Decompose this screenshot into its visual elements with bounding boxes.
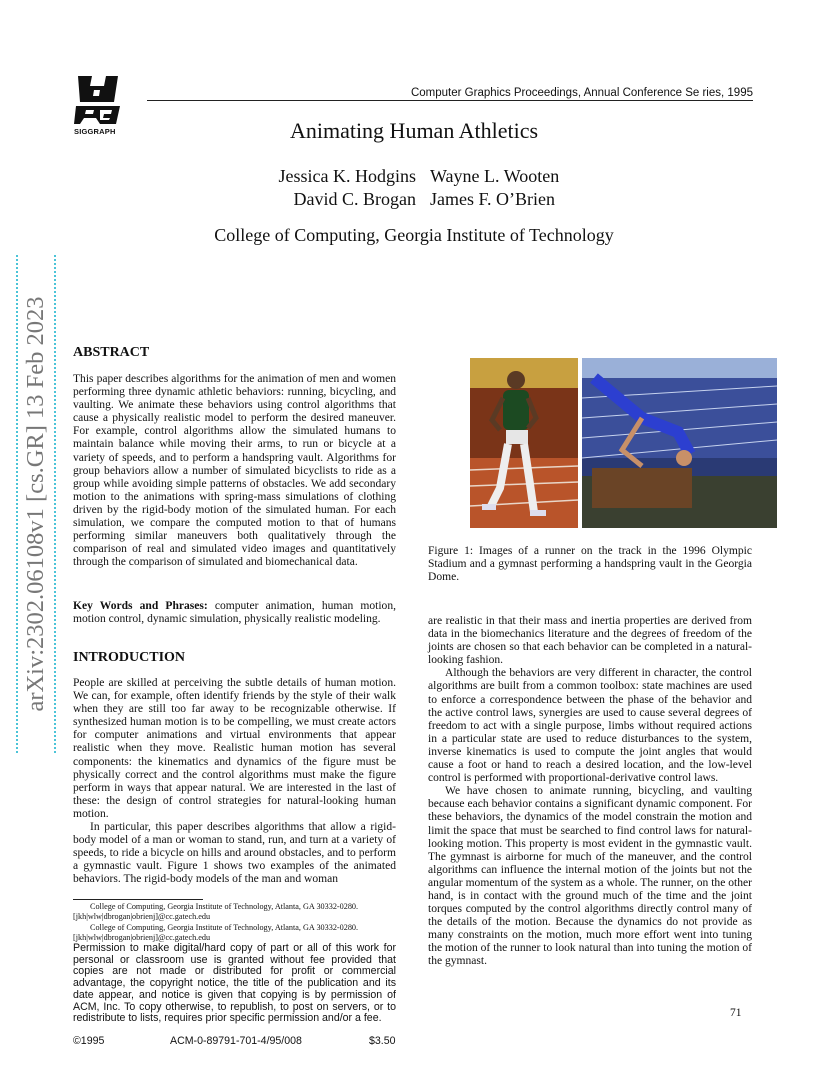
gymnast-image <box>582 358 777 528</box>
footnote <box>73 923 396 943</box>
page-number: 71 <box>730 1007 742 1019</box>
footnote <box>73 902 396 922</box>
author-name: James F. O’Brien <box>430 189 556 209</box>
paragraph: People are skilled at perceiving the subtle details of human motion. We can, for example, often identify friends by the style of their walk when they are still too far away to be recognizable otherwise. If synthesized human motion is to be compelling, we must create actors for computer animations and virtual environments that appear realistic when they move. Realistic human motion has several components: the kinematics and dynamics of the figure must be physically correct and the control algorithms must make the figure perform in ways that appear natural. We are interested in the last of these: the design of control strategies for natural-looking human motion. <box>73 677 396 820</box>
keywords-label: Key Words and Phrases: <box>73 600 208 612</box>
paper-title: Animating Human Athletics <box>289 118 539 143</box>
permission-notice: Permission to make digital/hard copy of part or all of this work for personal or classroom use is granted without fee provided that copies are not made or distributed for profit or commercial advantage, the copyright notice, the title of the publication and its date appear, and notice is given that copying is by permission of ACM, Inc. To copy otherwise, to republish, to post on servers, or to redistribute to lists, requires prior specific permission and/or a fee. <box>73 942 396 1025</box>
author-name: David C. Brogan <box>293 189 416 209</box>
abstract-text: This paper describes algorithms for the animation of men and women performing three dynamic athletic behaviors: running, bicycling, and vaulting. We animate these behaviors using control algorithms that cause a physically realistic model to perform the desired maneuver. For example, control algorithms allow the simulated humans to maintain balance while moving their arms, to run or bicycle at a variety of speeds, and to perform a handspring vault. Algorithms for group behaviors allow a number of simulated bicyclists to ride as a group while avoiding simple patterns of obstacles. We add secondary motion to the animations with spring-mass simulations of clothing driven by the rigid-body motion of the simulated human. For each simulation, we compare the computed motion to that of humans performing similar maneuvers both qualitatively through the comparison of real and simulated video images and quantitatively through the comparison of simulated and biomechanical data. <box>73 373 396 569</box>
introduction-heading: INTRODUCTION <box>73 650 186 665</box>
affiliation: College of Computing, Georgia Institute of Technology <box>214 225 614 245</box>
footnote-text: College of Computing, Georgia Institute of Technology, Atlanta, GA 30332-0280. [jkh|wlw|dbrogan|obrienj]@cc.gatech.edu <box>73 923 359 942</box>
header-rule <box>147 100 753 101</box>
isbn: ACM-0-89791-701-4/95/008 <box>170 1035 302 1047</box>
right-column-body <box>428 615 752 969</box>
footnote-rule <box>73 899 203 900</box>
arxiv-stamp <box>16 255 56 753</box>
author-name: Wayne L. Wooten <box>430 166 560 186</box>
figure-images <box>470 358 777 528</box>
figure-1 <box>470 358 777 528</box>
paragraph: Although the behaviors are very different in character, the control algorithms are built from a common toolbox: state machines are used to enforce a correspondence between the phase of the behavior and the active control laws, synergies are used to cause several degrees of freedom to act with a single purpose, limbs without required actions in a particular state are used to reduce disturbances to the system, inverse kinematics is used to compute the joint angles that would cause a foot or hand to reach a desired location, and the low-level control is performed with proportional-derivative control laws. <box>428 667 752 785</box>
author-row-2 <box>0 188 828 211</box>
siggraph-label: SIGGRAPH <box>74 127 116 136</box>
abstract-heading: ABSTRACT <box>73 345 150 360</box>
runner-image <box>470 358 578 528</box>
footnote-text: College of Computing, Georgia Institute of Technology, Atlanta, GA 30332-0280. [jkh|wlw|dbrogan|obrienj]@cc.gatech.edu <box>73 902 359 921</box>
author-name: Jessica K. Hodgins <box>278 166 416 186</box>
introduction-body <box>73 677 396 887</box>
figure-caption: Figure 1: Images of a runner on the track in the 1996 Olympic Stadium and a gymnast performing a handspring vault in the Georgia Dome. <box>428 545 752 584</box>
author-row-1 <box>0 165 828 188</box>
copyright: ©1995 <box>73 1035 105 1047</box>
price: $3.50 <box>369 1035 396 1047</box>
author-block <box>0 165 828 211</box>
keywords <box>73 600 396 626</box>
arxiv-identifier: arXiv:2302.06108v1 [cs.GR] 13 Feb 2023 <box>22 296 49 712</box>
keywords-text: computer animation, human motion, motion control, dynamic simulation, physically realistic modeling. <box>73 600 396 626</box>
paragraph: We have chosen to animate running, bicycling, and vaulting because each behavior contains a significant dynamic component. For these behaviors, the dynamics of the model constrain the motion and limit the space that must be searched to find control laws for natural-looking motion. This property is most evident in the gymnastic vault. The gymnast is airborne for much of the maneuver, and the control algorithms can influence the internal motion of the joints but not the angular momentum of the system as a whole. The runner, on the other hand, is in contact with the ground much of the time and the joint torques computed by the control algorithms directly control many of the details of the motion. Because the dynamics do not provide as many constraints on the motion, much more effort went into tuning the motion of the runner to look natural than into tuning the motion of the gymnast. <box>428 785 752 968</box>
running-head: Computer Graphics Proceedings, Annual Conference Se ries, 1995 <box>410 87 753 99</box>
paragraph: are realistic in that their mass and inertia properties are derived from data in the biomechanics literature and the degrees of freedom of the joints are chosen so that each behavior can be completed in a natural-looking fashion. <box>428 615 752 667</box>
paragraph: In particular, this paper describes algorithms that allow a rigid-body model of a man or woman to stand, run, and turn at a variety of speeds, to ride a bicycle on hills and around obstacles, and to perform a gymnastic vault. Figure 1 shows two examples of the animated behaviors. The rigid-body models of the man and woman <box>73 821 396 886</box>
